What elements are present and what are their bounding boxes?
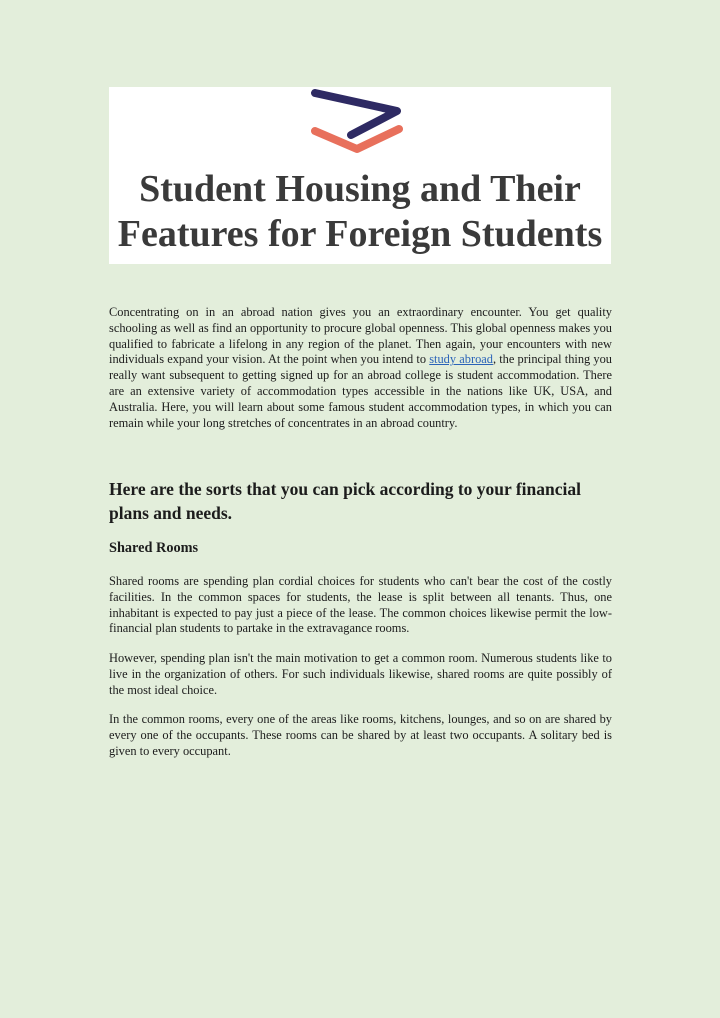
document-title-line-2: Features for Foreign Students xyxy=(117,213,603,255)
shared-rooms-heading: Shared Rooms xyxy=(109,540,199,556)
logo-chevron-top xyxy=(315,93,397,135)
section-heading: Here are the sorts that you can pick according to your financial plans and needs. xyxy=(109,479,581,523)
intro-text-start: Concentrating on in an abroad nation gives you an extraordinary encounter. You get quality schooling as well as find an opportunity to procure global openness. This global openness makes you qualified to fabricate a lifelong in any region of the planet. Then again, your encounters with new individuals expand your vision. At the point when you intend to xyxy=(109,305,612,367)
document-title xyxy=(109,167,611,257)
double-chevron-logo-icon xyxy=(309,89,405,155)
shared-rooms-paragraph-1: Shared rooms are spending plan cordial choices for students who can't bear the cost of the costly facilities. In the common spaces for students, the lease is split between all tenants. Thus, one inhabitant is expected to pay just a piece of the lease. The common choices likewise permit the low-financial plan students to partake in the extravagance rooms. xyxy=(109,574,612,636)
header-banner xyxy=(109,87,611,264)
intro-paragraph xyxy=(109,305,612,431)
shared-rooms-paragraph-2: However, spending plan isn't the main motivation to get a common room. Numerous students like to live in the organization of others. For such individuals likewise, shared rooms are quite possibly of the most ideal choice. xyxy=(109,651,612,697)
intro-text-end: , the principal thing you really want subsequent to getting signed up for an abroad college is student accommodation. There are an extensive variety of accommodation types accessible in the nations like UK, USA, and Australia. Here, you will learn about some famous student accommodation types, in which you can remain while your long stretches of concentrates in an abroad country. xyxy=(109,352,612,430)
shared-rooms-paragraph-3: In the common rooms, every one of the areas like rooms, kitchens, lounges, and so on are shared by every one of the occupants. These rooms can be shared by at least two occupants. A solitary bed is given to every occupant. xyxy=(109,712,612,758)
document-title-line-1: Student Housing and Their xyxy=(139,168,581,210)
study-abroad-link[interactable]: study abroad xyxy=(429,352,493,367)
